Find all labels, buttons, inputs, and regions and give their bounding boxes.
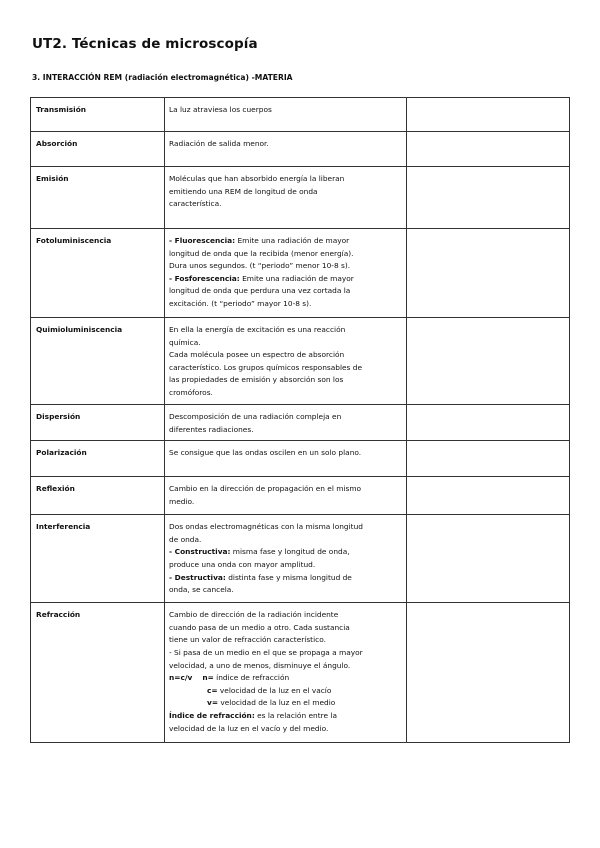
- table-row: [31, 98, 570, 132]
- table-row: [31, 132, 570, 167]
- formula-text: velocidad de la luz en el vacío: [217, 685, 332, 695]
- empty-cell: [407, 318, 570, 405]
- destructive-text: distinta fase y misma longitud de: [225, 572, 352, 582]
- table-row: [31, 477, 570, 515]
- term-cell: Transmisión: [31, 98, 165, 132]
- description-line: longitud de onda que perdura una vez cortada la: [169, 286, 351, 296]
- description-line: velocidad, a uno de menos, disminuye el ángulo.: [169, 660, 351, 670]
- term-cell: Reflexión: [31, 477, 165, 515]
- description-line: Descomposición de una radiación compleja en: [169, 412, 342, 421]
- term-cell: Absorción: [31, 132, 165, 167]
- formula-symbol: n=: [202, 673, 214, 683]
- description-line: En ella la energía de excitación es una reacción: [169, 325, 346, 334]
- term-cell: Emisión: [31, 167, 165, 229]
- table-row: [31, 405, 570, 441]
- description-line: tiene un valor de refracción característico.: [169, 635, 326, 645]
- description-line: Radiación de salida menor.: [169, 139, 269, 148]
- term-cell: Fotoluminiscencia: [31, 229, 165, 318]
- refraction-index-label: Índice de refracción:: [169, 710, 255, 720]
- description-line: excitación. (t “periodo” mayor 10-8 s).: [169, 298, 312, 308]
- description-cell: [165, 132, 407, 167]
- description-line: Se consigue que las ondas oscilen en un solo plano.: [169, 448, 362, 458]
- term-cell: Polarización: [31, 441, 165, 477]
- description-cell: [165, 229, 407, 318]
- description-line: cuando pasa de un medio a otro. Cada sustancia: [169, 622, 350, 632]
- description-line: produce una onda con mayor amplitud.: [169, 559, 316, 569]
- empty-cell: [407, 405, 570, 441]
- description-line: Cambio de dirección de la radiación incidente: [169, 610, 339, 620]
- description-cell: [165, 603, 407, 743]
- description-line: velocidad de la luz en el vacío y del medio.: [169, 723, 329, 733]
- description-line: Dura unos segundos. (t “periodo” menor 10-8 s).: [169, 261, 351, 271]
- description-cell: [165, 405, 407, 441]
- description-line: de onda.: [169, 534, 202, 544]
- empty-cell: [407, 477, 570, 515]
- description-line: medio.: [169, 496, 195, 506]
- empty-cell: [407, 167, 570, 229]
- description-line: onda, se cancela.: [169, 585, 234, 595]
- description-line: [169, 710, 404, 723]
- description-line: característica.: [169, 199, 222, 209]
- description-line: [169, 572, 404, 585]
- fluorescence-text: Emite una radiación de mayor: [235, 236, 350, 245]
- table-row: [31, 318, 570, 405]
- table-row: [31, 167, 570, 229]
- description-line: Moléculas que han absorbido energía la liberan: [169, 174, 345, 183]
- formula-symbol: c=: [207, 685, 218, 695]
- description-line: cromóforos.: [169, 387, 213, 397]
- description-cell: [165, 318, 407, 405]
- formula-label: n=c/v: [169, 673, 193, 683]
- description-line: [169, 546, 404, 559]
- description-line: Dos ondas electromagnéticas con la misma longitud: [169, 522, 363, 532]
- description-line: [169, 273, 404, 286]
- description-cell: [165, 98, 407, 132]
- phosphorescence-label: - Fosforescencia:: [169, 273, 240, 283]
- table-row: [31, 603, 570, 743]
- table-row: [31, 515, 570, 603]
- term-cell: Quimioluminiscencia: [31, 318, 165, 405]
- description-cell: [165, 477, 407, 515]
- empty-cell: [407, 229, 570, 318]
- description-cell: [165, 167, 407, 229]
- constructive-text: misma fase y longitud de onda,: [230, 547, 350, 557]
- empty-cell: [407, 98, 570, 132]
- destructive-label: - Destructiva:: [169, 572, 226, 582]
- refraction-index-text: es la relación entre la: [254, 710, 337, 720]
- description-line: diferentes radiaciones.: [169, 424, 254, 434]
- fluorescence-label: - Fluorescencia:: [169, 236, 236, 245]
- table-row: [31, 229, 570, 318]
- description-line: las propiedades de emisión y absorción son los: [169, 375, 344, 385]
- description-line: emitiendo una REM de longitud de onda: [169, 186, 318, 196]
- formula-line: [169, 672, 404, 685]
- empty-cell: [407, 515, 570, 603]
- description-line: [169, 235, 404, 248]
- term-cell: Dispersión: [31, 405, 165, 441]
- phosphorescence-text: Emite una radiación de mayor: [239, 273, 354, 283]
- page-title: UT2. Técnicas de microscopía: [32, 36, 258, 52]
- section-heading: 3. INTERACCIÓN REM (radiación electromagnética) -MATERIA: [32, 73, 293, 82]
- formula-text: índice de refracción: [213, 673, 290, 683]
- interactions-table: [30, 97, 570, 743]
- empty-cell: [407, 132, 570, 167]
- formula-symbol: v=: [207, 698, 219, 708]
- formula-line: [169, 685, 404, 698]
- formula-text: velocidad de la luz en el medio: [218, 698, 336, 708]
- empty-cell: [407, 441, 570, 477]
- table-row: [31, 441, 570, 477]
- empty-cell: [407, 603, 570, 743]
- description-line: - Si pasa de un medio en el que se propaga a mayor: [169, 647, 363, 657]
- description-line: característico. Los grupos químicos responsables de: [169, 362, 362, 372]
- description-line: Cambio en la dirección de propagación en el mismo: [169, 484, 362, 494]
- formula-line: [169, 697, 404, 710]
- description-line: química.: [169, 337, 201, 347]
- constructive-label: - Constructiva:: [169, 547, 231, 557]
- description-cell: [165, 441, 407, 477]
- description-line: longitud de onda que la recibida (menor energía).: [169, 248, 354, 258]
- description-line: Cada molécula posee un espectro de absorción: [169, 350, 345, 360]
- term-cell: Interferencia: [31, 515, 165, 603]
- term-cell: Refracción: [31, 603, 165, 743]
- description-line: La luz atraviesa los cuerpos: [169, 105, 272, 114]
- description-cell: [165, 515, 407, 603]
